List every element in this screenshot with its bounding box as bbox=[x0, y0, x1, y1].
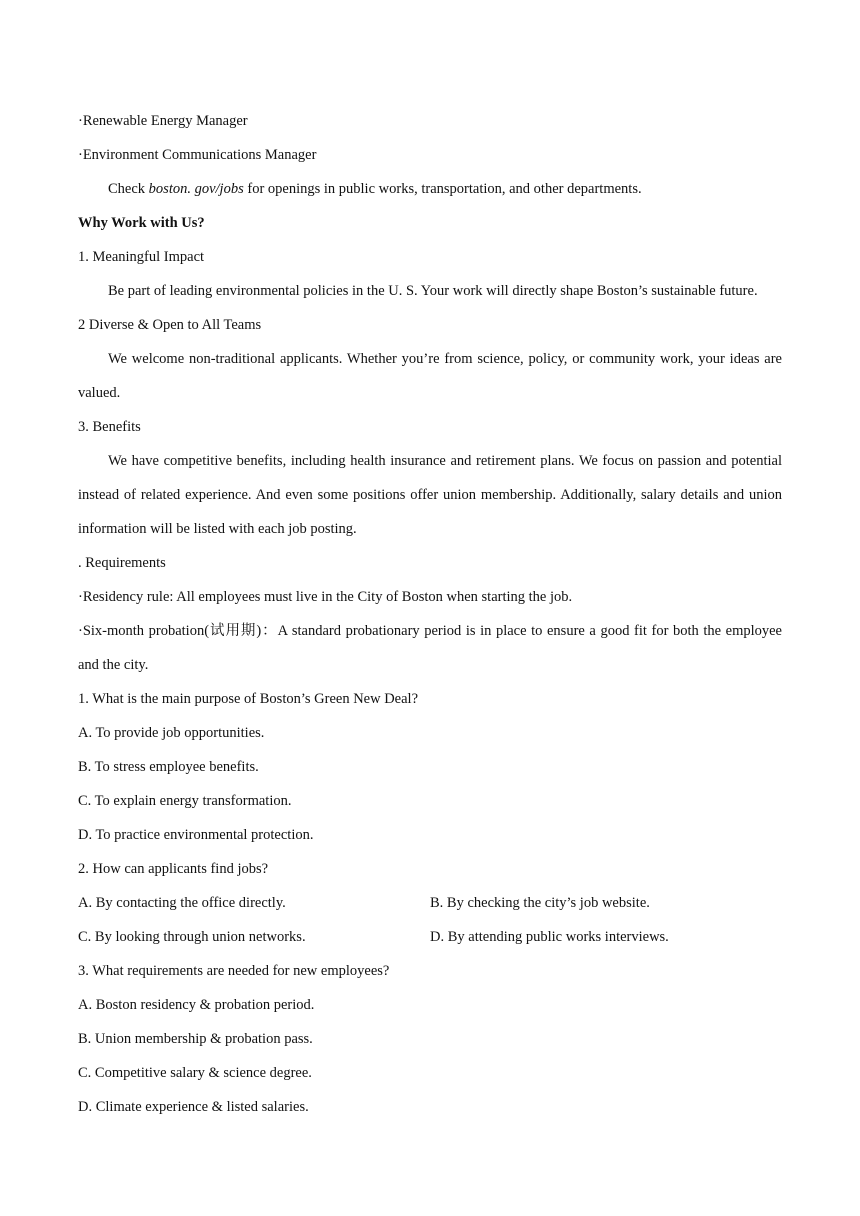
question-1-option-c: C. To explain energy transformation. bbox=[78, 793, 292, 809]
why-heading: Why Work with Us? bbox=[78, 215, 205, 231]
why-paragraph-2: We welcome non-traditional applicants. Whether you’re from science, policy, or community work, your ideas are valued. bbox=[78, 351, 782, 401]
check-after: for openings in public works, transportation, and other departments. bbox=[243, 181, 642, 197]
why-paragraph-3: We have competitive benefits, including health insurance and retirement plans. We focus on passion and potential instead of related experience. And even some positions offer union membership. Additionally, salary details and union information will be listed with each job posting. bbox=[78, 453, 782, 537]
requirement-residency: ·Residency rule: All employees must live in the City of Boston when starting the job. bbox=[78, 589, 573, 605]
job-item-communications: ·Environment Communications Manager bbox=[78, 147, 317, 163]
check-jobs-paragraph bbox=[78, 172, 782, 206]
question-2-option-c: C. By looking through union networks. bbox=[78, 929, 306, 945]
why-heading-2: 2 Diverse & Open to All Teams bbox=[78, 317, 262, 333]
question-2-row-cd bbox=[78, 920, 782, 954]
question-1-stem: 1. What is the main purpose of Boston’s Green New Deal? bbox=[78, 691, 418, 707]
question-3-option-c: C. Competitive salary & science degree. bbox=[78, 1065, 312, 1081]
question-2-option-b: B. By checking the city’s job website. bbox=[430, 895, 650, 911]
question-3-option-a: A. Boston residency & probation period. bbox=[78, 997, 315, 1013]
requirement-probation: ·Six-month probation(试用期)：A standard probationary period is in place to ensure a good fit for both the employee and the city. bbox=[78, 623, 782, 673]
requirements-heading: . Requirements bbox=[78, 555, 166, 571]
question-3-option-b: B. Union membership & probation pass. bbox=[78, 1031, 313, 1047]
document-page bbox=[78, 104, 782, 1124]
job-item-renewable: ·Renewable Energy Manager bbox=[78, 113, 248, 129]
question-1-option-a: A. To provide job opportunities. bbox=[78, 725, 265, 741]
question-3-stem: 3. What requirements are needed for new employees? bbox=[78, 963, 390, 979]
question-2-stem: 2. How can applicants find jobs? bbox=[78, 861, 269, 877]
question-3-option-d: D. Climate experience & listed salaries. bbox=[78, 1099, 309, 1115]
why-heading-1: 1. Meaningful Impact bbox=[78, 249, 205, 265]
check-before: Check bbox=[108, 181, 149, 197]
question-2-option-d: D. By attending public works interviews. bbox=[430, 929, 669, 945]
question-1-option-d: D. To practice environmental protection. bbox=[78, 827, 314, 843]
why-heading-3: 3. Benefits bbox=[78, 419, 141, 435]
why-paragraph-1: Be part of leading environmental policies in the U. S. Your work will directly shape Boston’s sustainable future. bbox=[108, 283, 758, 299]
question-2-row-ab bbox=[78, 886, 782, 920]
question-1-option-b: B. To stress employee benefits. bbox=[78, 759, 259, 775]
jobs-link-text: boston. gov/jobs bbox=[148, 181, 244, 197]
question-2-option-a: A. By contacting the office directly. bbox=[78, 895, 286, 911]
